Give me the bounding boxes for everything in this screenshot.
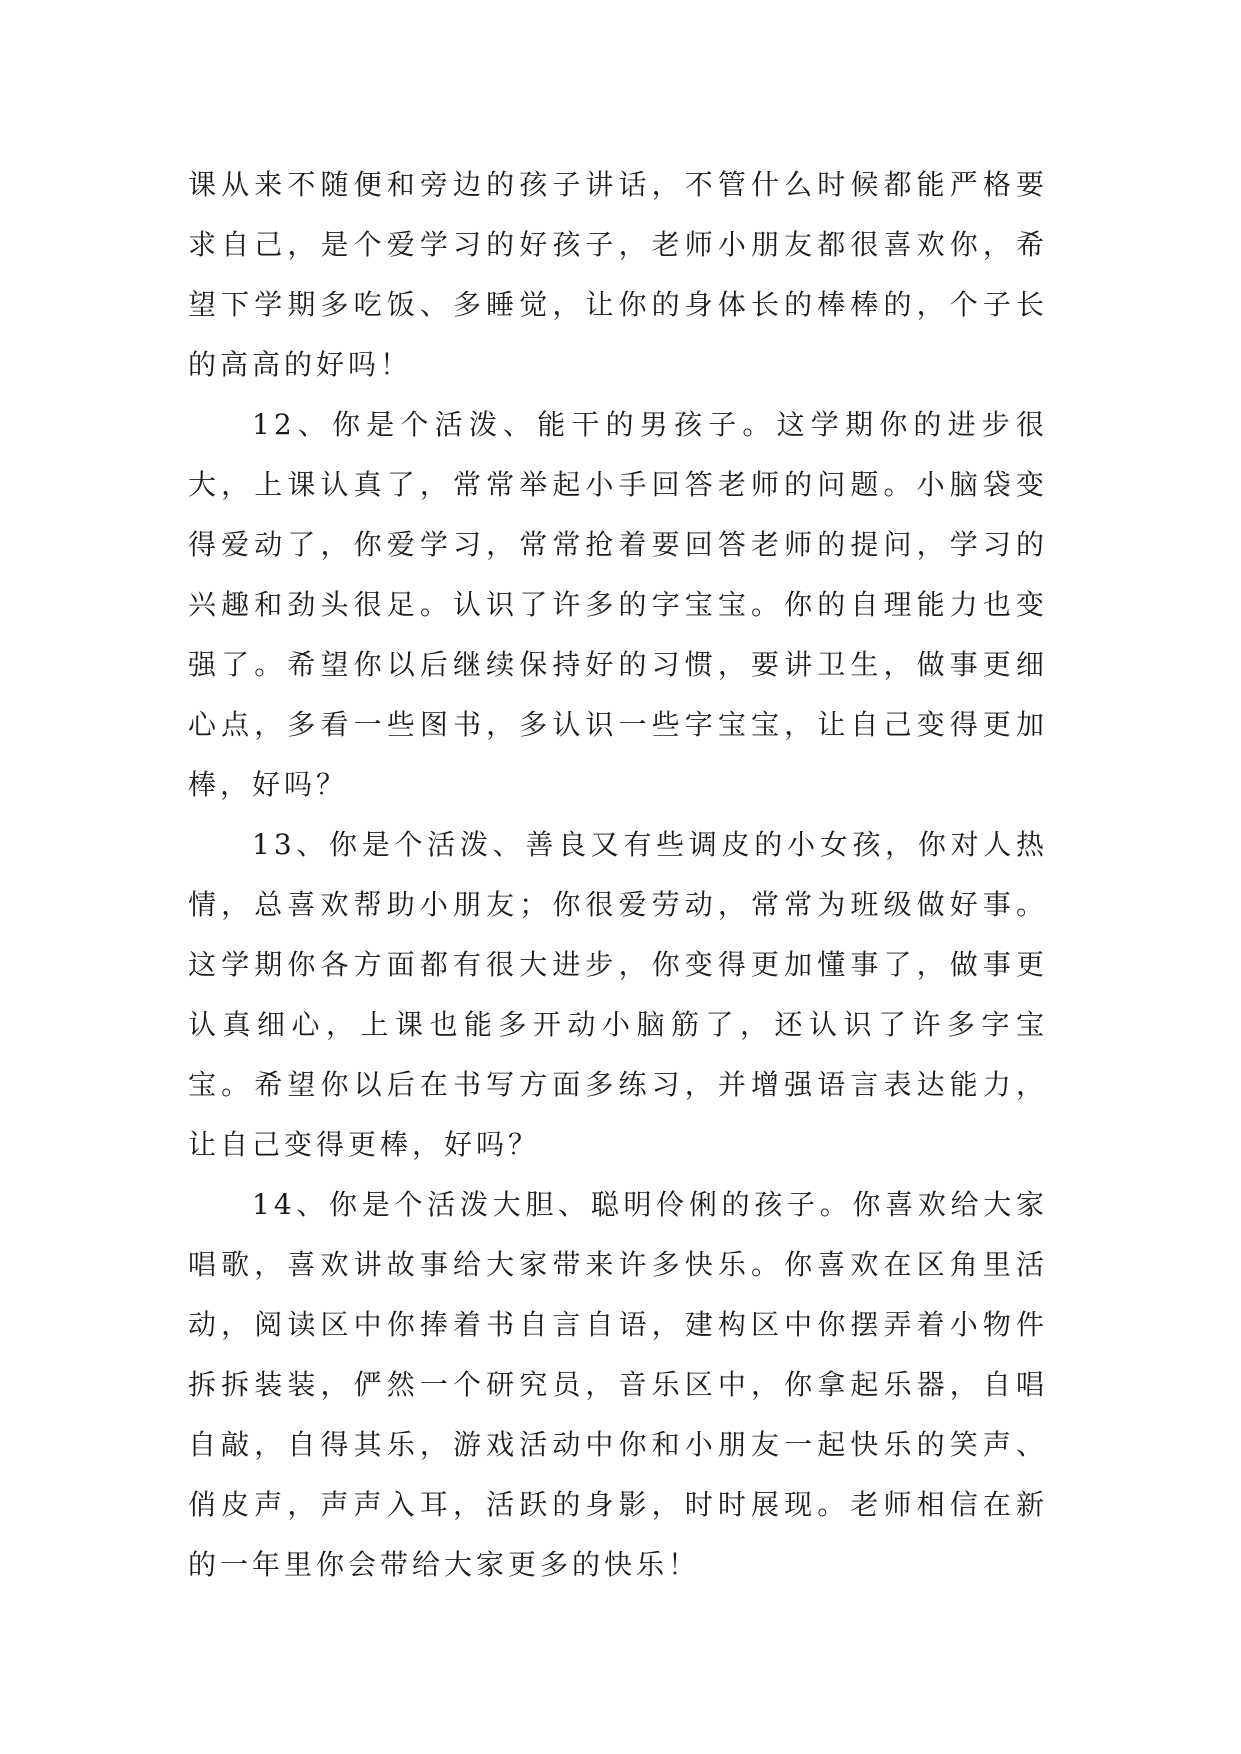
paragraph-comment-13: 13、你是个活泼、善良又有些调皮的小女孩，你对人热情，总喜欢帮助小朋友；你很爱劳动，常常为班级做好事。这学期你各方面都有很大进步，你变得更加懂事了，做事更认真细心，上课也能多开动小脑筋了，还认识了许多字宝宝。希望你以后在书写方面多练习，并增强语言表达能力，让自己变得更棒，好吗？ — [188, 828, 1048, 1161]
paragraph-comment-12: 12、你是个活泼、能干的男孩子。这学期你的进步很大，上课认真了，常常举起小手回答老师的问题。小脑袋变得爱动了，你爱学习，常常抢着要回答老师的提问，学习的兴趣和劲头很足。认识了许多的字宝宝。你的自理能力也变强了。希望你以后继续保持好的习惯，要讲卫生，做事更细心点，多看一些图书，多认识一些字宝宝，让自己变得更加棒，好吗？ — [188, 408, 1048, 801]
document-body — [188, 155, 1048, 1595]
paragraph-comment-14: 14、你是个活泼大胆、聪明伶俐的孩子。你喜欢给大家唱歌，喜欢讲故事给大家带来许多快乐。你喜欢在区角里活动，阅读区中你捧着书自言自语，建构区中你摆弄着小物件拆拆装装，俨然一个研究员，音乐区中，你拿起乐器，自唱自敲，自得其乐，游戏活动中你和小朋友一起快乐的笑声、俏皮声，声声入耳，活跃的身影，时时展现。老师相信在新的一年里你会带给大家更多的快乐！ — [188, 1188, 1048, 1581]
paragraph-continuation: 课从来不随便和旁边的孩子讲话，不管什么时候都能严格要求自己，是个爱学习的好孩子，老师小朋友都很喜欢你，希望下学期多吃饭、多睡觉，让你的身体长的棒棒的，个子长的高高的好吗！ — [188, 168, 1048, 381]
